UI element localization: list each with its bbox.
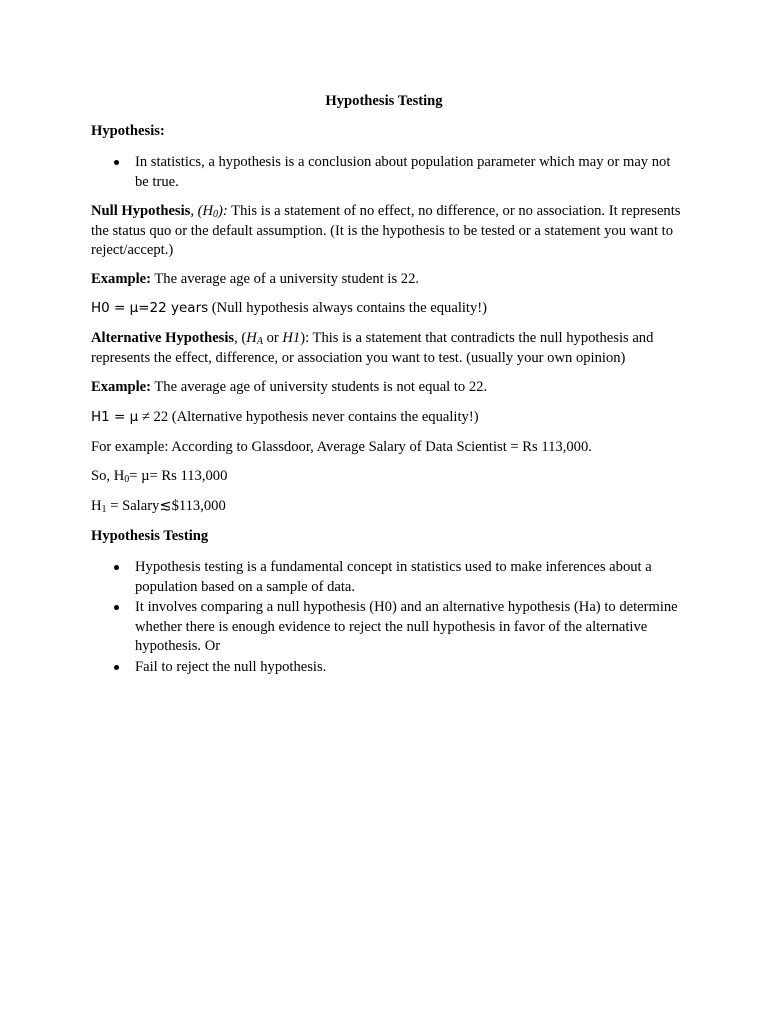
hypothesis-heading: Hypothesis: [91,123,165,139]
example-2-text: The average age of university students is not equal to 22. [151,379,488,395]
h1-formula: H1 = µ [91,409,139,425]
h1-salary-subscript: 1 [101,504,107,515]
example-1-text: The average age of a university student is 22. [151,271,420,287]
null-hypothesis-symbol [198,203,228,219]
glassdoor-line: For example: According to Glassdoor, Average Salary of Data Scientist = Rs 113,000. [91,439,592,455]
hypothesis-testing-heading: Hypothesis Testing [91,528,209,544]
alternative-hypothesis-text: ): This is a statement that contradicts the null hypothesis and represents the effect, difference, or association you want to test. (usually your own opinion) [91,330,654,366]
bullet-text: In statistics, a hypothesis is a conclusion about population parameter which may or may not be true. [135,154,671,190]
document-title: Hypothesis Testing [325,93,443,109]
alternative-hypothesis-label: Alternative Hypothesis [91,330,235,346]
list-item [135,558,680,597]
example-1-paragraph [91,270,681,290]
null-hypothesis-text: This is a statement of no effect, no difference, or no association. It represents the status quo or the default assumption. (It is the hypothesis to be tested or a statement you want to reject/accept.) [91,203,681,258]
example-1-label: Example: [91,271,151,287]
h0-line [91,299,681,319]
symbol-subscript: 0 [213,209,219,220]
h1-rest: ≠ 22 (Alternative hypothesis never contains the equality!) [138,409,479,425]
example-2-label: Example: [91,379,151,395]
alternative-hypothesis-paragraph [91,329,681,368]
null-hypothesis-sep: , [190,203,198,219]
or-word: or [262,330,283,346]
list-item [135,658,680,678]
bullet-icon [114,665,119,670]
h1-salary-text: = Salary≲$113,000 [106,498,226,514]
hypothesis-testing-bullet-list [135,558,680,678]
alternative-hypothesis-sep: , ( [234,330,247,346]
hypothesis-bullet-list [135,153,680,193]
h0-formula: H0 = µ=22 years [91,300,209,316]
symbol-h1: H1 [282,330,301,346]
bullet-text: Hypothesis testing is a fundamental concept in statistics used to make inferences about a population based on a sample of data. [135,559,652,595]
so-line-subscript: 0 [124,474,130,485]
list-item [135,598,680,657]
symbol-text: (H [197,203,214,219]
symbol-h-a [246,330,263,346]
h1-salary-text: H [91,498,102,514]
so-line [91,467,681,487]
bullet-icon [114,605,119,610]
symbol-subscript: A [256,336,263,347]
example-2-paragraph [91,378,681,398]
so-line-text: = µ= Rs 113,000 [129,468,228,484]
null-hypothesis-paragraph [91,202,681,261]
so-line-text: So, H [91,468,125,484]
symbol-text: ): [218,203,228,219]
h0-note: (Null hypothesis always contains the equality!) [208,300,487,316]
h1-line [91,408,681,428]
bullet-text: It involves comparing a null hypothesis (H0) and an alternative hypothesis (Ha) to determine whether there is enough evidence to reject the null hypothesis in favor of the alternative hypothesis. Or [135,599,678,654]
symbol-text: H [246,330,257,346]
h1-salary-line [91,497,681,517]
bullet-icon [114,160,119,165]
bullet-text: Fail to reject the null hypothesis. [135,658,327,675]
list-item [135,153,680,192]
null-hypothesis-label: Null Hypothesis [91,203,191,219]
bullet-icon [114,565,119,570]
